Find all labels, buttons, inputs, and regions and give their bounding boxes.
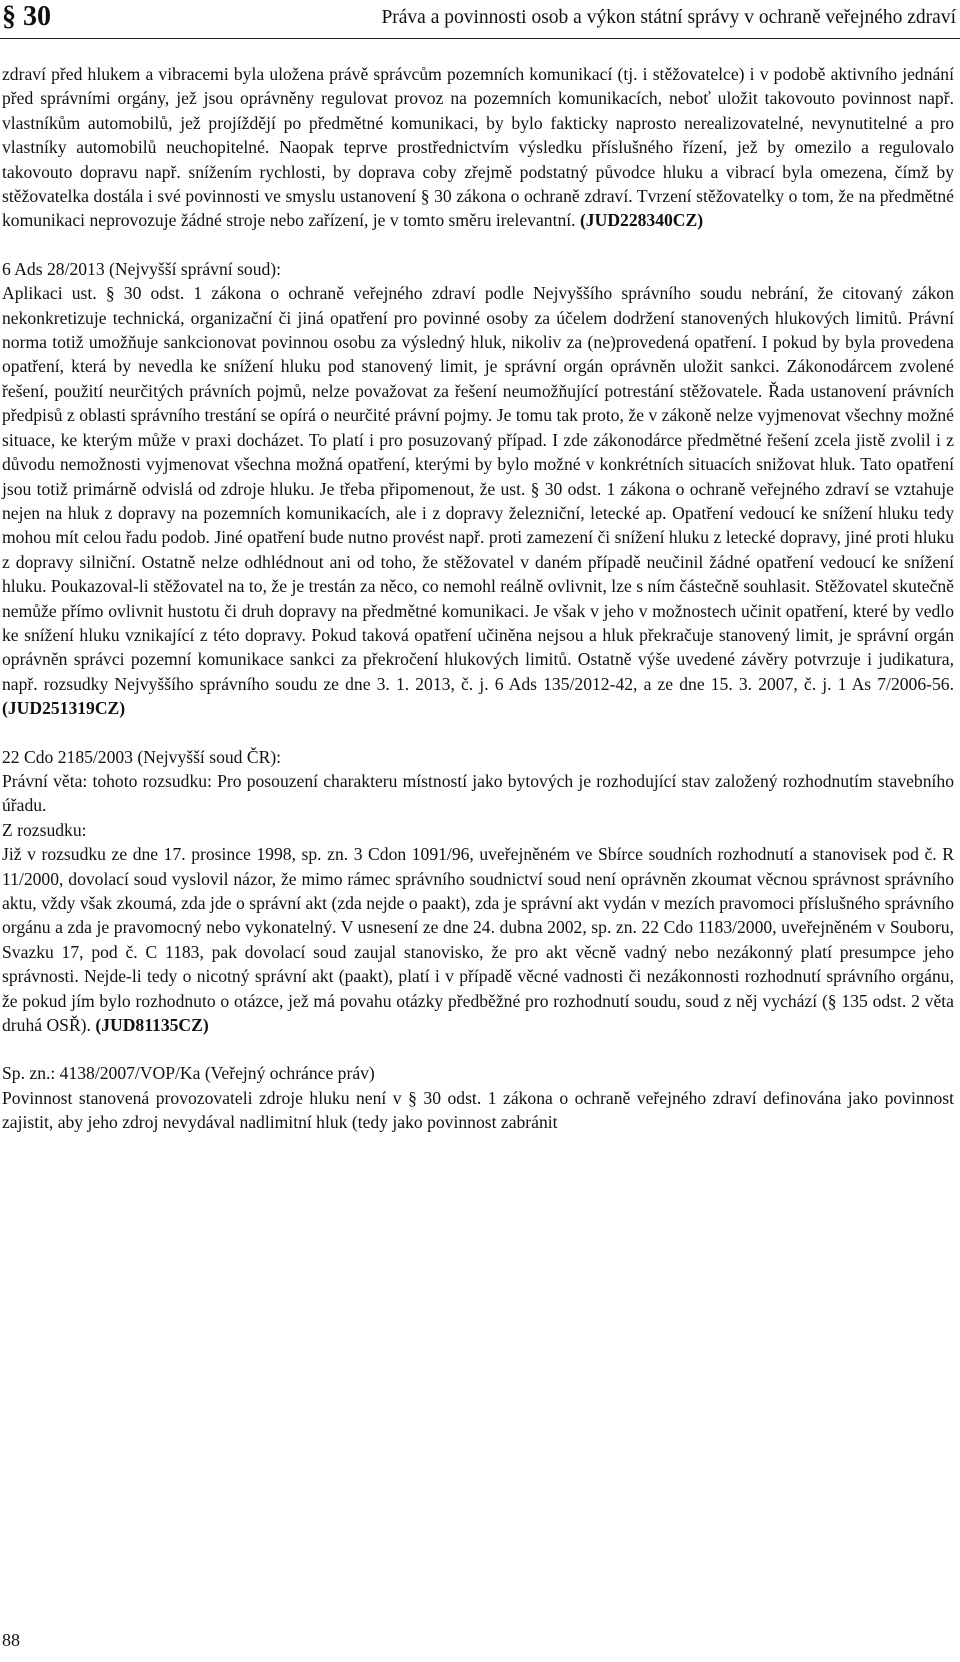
- page-header: [0, 0, 960, 40]
- paragraph-text: Již v rozsudku ze dne 17. prosince 1998, sp. zn. 3 Cdon 1091/96, uveřejněném ve Sbírce soudních rozhodnutí a stanovisek pod č. R 11/2000, dovolací soud vyslovil názor, že mimo rámec správního soudnictví soud není oprávněn zkoumat věcnou správnost správního aktu, vždy však zkoumá, zda jde o správní akt (zda nejde o paakt), zda je správní akt vydán v mezích pravomoci příslušného správního orgánu a zda je pravomocný nebo vykonatelný. V usnesení ze dne 24. dubna 2002, sp. zn. 22 Cdo 1183/2000, uveřejněném v Souboru, Svazku 17, pod č. C 1183, pak dovolací soud zaujal stanovisko, že pro akt věcně vadný nebo nezákonný platí presumpce jeho správnosti. Nejde-li tedy o nicotný správní akt (paakt), platí i v případě věcné vadnosti či nezákonnosti rozhodnutí správního orgánu, že pokud jím bylo rozhodnuto o otázce, jež má povahu otázky předběžné pro rozhodnutí soudu, soud z něj vychází (§ 135 odst. 2 věta druhá OSŘ).: [2, 844, 954, 1036]
- case-paragraph: Povinnost stanovená provozovateli zdroje hluku není v § 30 odst. 1 zákona o ochraně veřejného zdraví definována jako povinnost zajistit, aby jeho zdroj nevydával nadlimitní hluk (tedy jako povinnost zabránit: [2, 1087, 954, 1133]
- section-number: § 30: [2, 1, 51, 32]
- spacer: [2, 721, 954, 745]
- case-reference: (JUD228340CZ): [579, 210, 704, 231]
- case-paragraph: [2, 842, 954, 1037]
- header-divider: [0, 38, 960, 39]
- excerpt-label: Z rozsudku:: [2, 819, 87, 840]
- spacer: [2, 1037, 954, 1061]
- case-reference: (JUD81135CZ): [95, 1015, 209, 1036]
- case-heading: 22 Cdo 2185/2003 (Nejvyšší soud ČR):: [2, 746, 282, 767]
- case-reference: (JUD251319CZ): [2, 698, 126, 719]
- paragraph-continuation: [2, 62, 954, 233]
- legal-sentence: Právní věta: tohoto rozsudku: Pro posouzení charakteru místností jako bytových je rozhodující stav založený rozhodnutím stavebního úřadu.: [2, 770, 954, 816]
- case-heading: 6 Ads 28/2013 (Nejvyšší správní soud):: [2, 258, 282, 279]
- case-heading: Sp. zn.: 4138/2007/VOP/Ka (Veřejný ochránce práv): [2, 1063, 375, 1084]
- page-number: 88: [2, 1630, 20, 1650]
- case-paragraph: [2, 281, 954, 720]
- document-body: [2, 62, 954, 1135]
- paragraph-text: Aplikaci ust. § 30 odst. 1 zákona o ochraně veřejného zdraví podle Nejvyššího správního soudu nebrání, že citovaný zákon nekonkretizuje technická, organizační či jiná opatření pro povinné osoby za účelem dodržení stanovených hlukových limitů. Právní norma totiž umožňuje sankcionovat povinnou osobu za výsledný hluk, nikoliv za (ne)provedená opatření. I pokud by byla provedena opatření, která by nevedla ke snížení hluku pod stanovený limit, je správní orgán oprávněn uložit sankci. Zákonodárcem zvolené řešení, použití neurčitých právních pojmů, nelze považovat za řešení neumožňující potrestání stěžovatele. Řada ustanovení právních předpisů z oblasti správního trestání se opírá o neurčité právní pojmy. Je tomu tak proto, že v zákoně nelze vyjmenovat všechny možné situace, ke kterým může v praxi docházet. To platí i pro posuzovaný případ. I zde zákonodárce předmětné řešení zcela jistě zvolil i z důvodu nemožnosti vyjmenovat všechna možná opatření, kterými by bylo možné v konkrétních situacích snižovat hluk. Tato opatření jsou totiž primárně odvislá od zdroje hluku. Je třeba připomenout, že ust. § 30 odst. 1 zákona o ochraně veřejného zdraví se vztahuje nejen na hluk z dopravy na pozemních komunikacích, ale i z dopravy železniční, letecké ap. Opatření vedoucí ke snížení hluku tedy mohou mít celou řadu podob. Jiné opatření bude nutno provést např. proti zamezení či snížení hluku z letecké dopravy, jiné proti hluku z dopravy silniční. Ostatně nelze odhlédnout ani od toho, že stěžovatel v daném případě neučinil žádné opatření vedoucí ke snížení hluku. Poukazoval-li stěžovatel na to, že je trestán za něco, co nemohl reálně ovlivnit, lze s ním částečně souhlasit. Stěžovatel skutečně nemůže přímo ovlivnit hustotu či druh dopravy na předmětné komunikaci. Je však v jeho v možnostech učinit opatření, které by vedlo ke snížení hluku vznikající z této dopravy. Pokud taková opatření učiněna nejsou a hluk překračuje stanovený limit, je správní orgán oprávněn správci pozemní komunikace sankci za překročení hlukových limitů. Ostatně výše uvedené závěry potvrzuje i judikatura, např. rozsudky Nejvyššího správního soudu ze dne 3. 1. 2013, č. j. 6 Ads 135/2012-42, a ze dne 15. 3. 2007, č. j. 1 As 7/2006-56.: [2, 283, 954, 694]
- paragraph-text: zdraví před hlukem a vibracemi byla uložena právě správcům pozemních komunikací (tj. i stěžovatelce) i v podobě aktivního jednání před správními orgány, jež jsou oprávněny regulovat provoz na pozemních komunikacích, neboť uložit takovouto povinnost např. vlastníkům automobilů, jež projíždějí po předmětné komunikaci, by bylo fakticky naprosto nerealizovatelné, nevynutitelné a pro vlastníky automobilů neuchopitelné. Naopak teprve prostřednictvím výsledku příslušného řízení, jež by omezilo a regulovalo takovouto dopravu např. snížením rychlosti, by doprava coby zřejmě podstatný původce hluku a vibrací byla omezena, čímž by stěžovatelka dostála i své povinnosti ve smyslu ustanovení § 30 zákona o ochraně zdraví. Tvrzení stěžovatelky o tom, že na předmětné komunikaci neprovozuje žádné stroje nebo zařízení, je v tomto směru irelevantní.: [2, 64, 954, 231]
- running-title: Práva a povinnosti osob a výkon státní správy v ochraně veřejného zdraví: [381, 7, 956, 28]
- spacer: [2, 233, 954, 257]
